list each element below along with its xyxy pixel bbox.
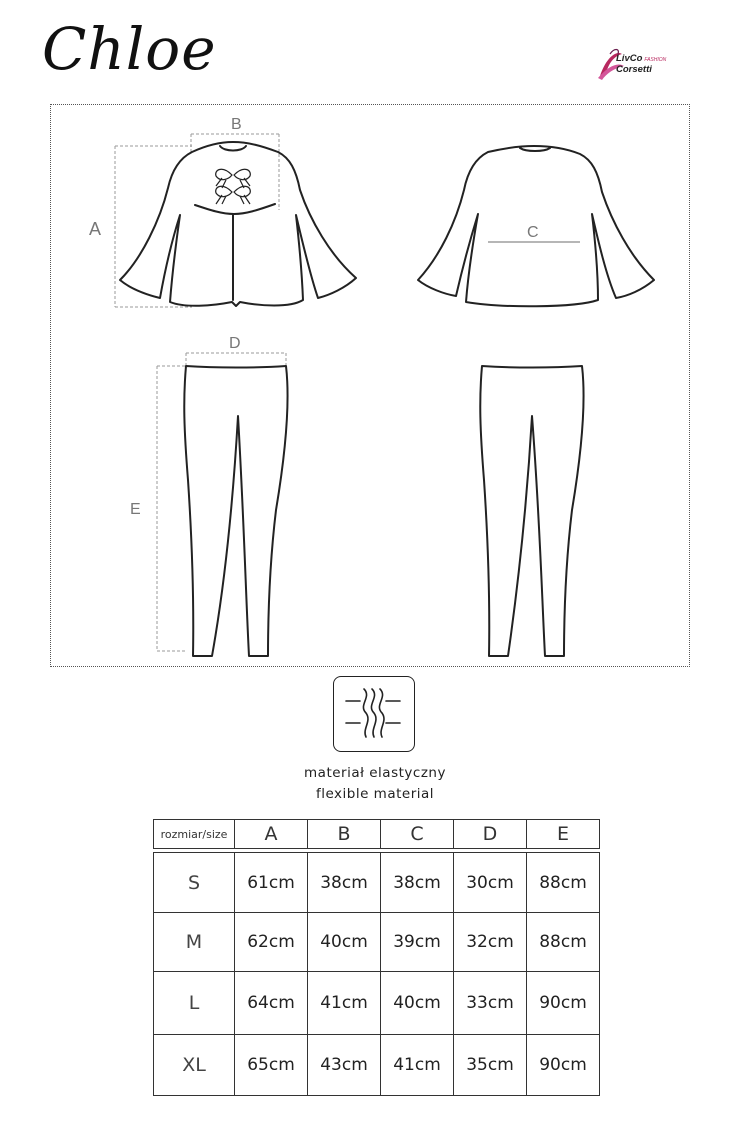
size-cell: XL [154, 1035, 235, 1096]
product-title: Chloe [42, 15, 217, 83]
dim-label-b: B [231, 116, 242, 133]
column-header: E [527, 820, 600, 849]
dim-label-d: D [229, 335, 241, 352]
dim-label-e: E [130, 501, 141, 518]
column-header: C [381, 820, 454, 849]
value-cell: 38cm [381, 853, 454, 913]
value-cell: 30cm [454, 853, 527, 913]
blouse-front [120, 142, 356, 306]
value-cell: 65cm [235, 1035, 308, 1096]
value-cell: 40cm [381, 972, 454, 1035]
value-cell: 43cm [308, 1035, 381, 1096]
size-corner-label: rozmiar/size [154, 820, 235, 849]
column-header: D [454, 820, 527, 849]
value-cell: 38cm [308, 853, 381, 913]
value-cell: 88cm [527, 853, 600, 913]
dim-label-c: C [527, 224, 539, 241]
size-cell: S [154, 853, 235, 913]
table-row [154, 913, 600, 972]
value-cell: 35cm [454, 1035, 527, 1096]
value-cell: 62cm [235, 913, 308, 972]
value-cell: 61cm [235, 853, 308, 913]
size-cell: M [154, 913, 235, 972]
lace-bows [216, 169, 251, 204]
material-label-pl: materiał elastyczny [304, 765, 446, 781]
value-cell: 41cm [308, 972, 381, 1035]
value-cell: 90cm [527, 972, 600, 1035]
column-header: A [235, 820, 308, 849]
dim-label-a: A [89, 219, 102, 239]
leggings-back [480, 366, 583, 656]
size-cell: L [154, 972, 235, 1035]
column-header: B [308, 820, 381, 849]
value-cell: 33cm [454, 972, 527, 1035]
value-cell: 40cm [308, 913, 381, 972]
value-cell: 90cm [527, 1035, 600, 1096]
brand-line2: Corsetti [616, 64, 652, 75]
value-cell: 39cm [381, 913, 454, 972]
elastic-material-icon [333, 676, 415, 752]
leggings-front [184, 366, 287, 656]
brand-line1: LivCo [616, 53, 643, 64]
size-table [153, 852, 600, 1096]
value-cell: 41cm [381, 1035, 454, 1096]
table-row [154, 1035, 600, 1096]
table-row [154, 972, 600, 1035]
material-label-en: flexible material [315, 786, 435, 802]
brand-tag: FASHION [644, 57, 667, 63]
size-table-header [153, 819, 600, 849]
value-cell: 32cm [454, 913, 527, 972]
value-cell: 88cm [527, 913, 600, 972]
value-cell: 64cm [235, 972, 308, 1035]
table-row [154, 853, 600, 913]
